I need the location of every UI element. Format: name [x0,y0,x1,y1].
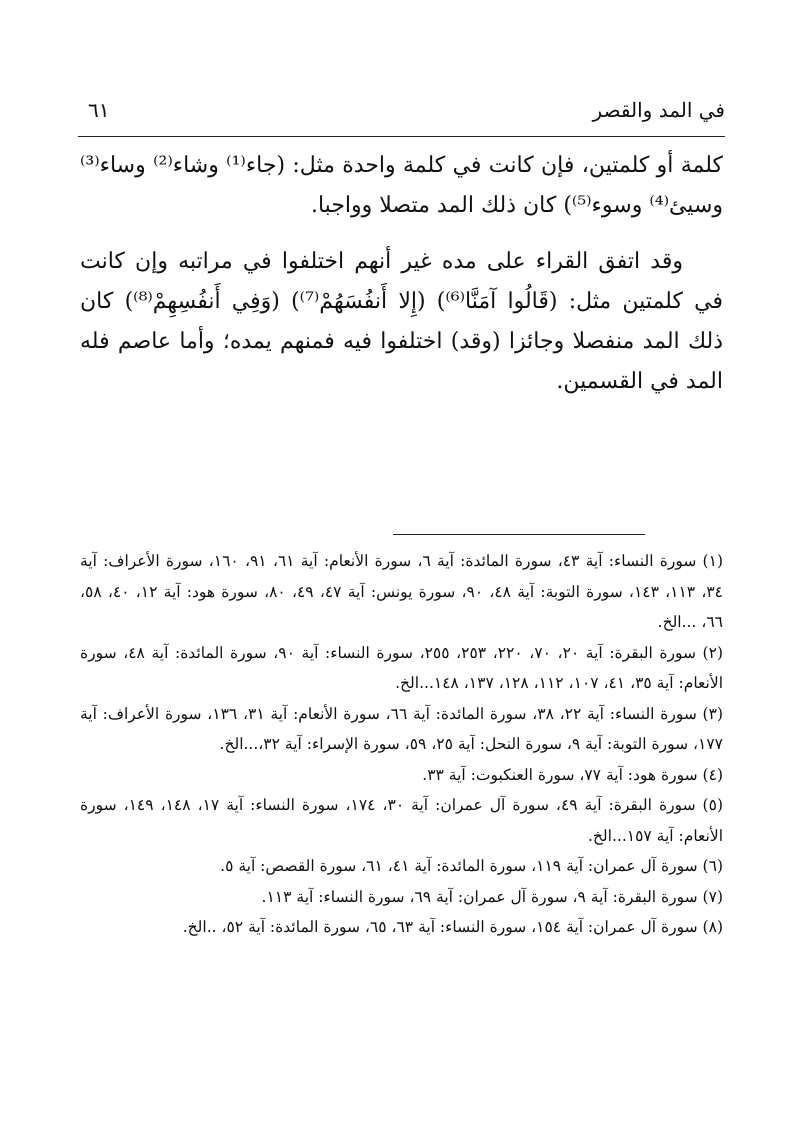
footnote-5: (٥) سورة البقرة: آية ٤٩، سورة آل عمران: آية ٣٠، ١٧٤، سورة النساء: آية ١٧، ١٤٨، ١٤٩، سورة الأنعام: آية ١٥٧...الخ. [80,796,723,845]
body-paragraph: كلمة أو كلمتين، فإن كانت في كلمة واحدة مثل: (جاء⁽¹⁾ وشاء⁽²⁾ وساء⁽³⁾ وسيئ⁽⁴⁾ وسوء⁽⁵⁾) كان ذلك المد متصلا وواجبا. [80,153,724,218]
header-rule [78,136,725,137]
running-title: في المد والقصر [592,98,725,122]
page-number: ٦١ [88,98,110,122]
footnotes [80,546,723,943]
footnote-3: (٣) سورة النساء: آية ٢٢، ٣٨، سورة المائدة: آية ٦٦، سورة الأنعام: آية ٣١، ١٣٦، سورة الأعراف: آية ١٧٧، سورة التوبة: آية ٩، سورة النحل: آية ٢٥، ٥٩، سورة الإسراء: آية ٣٢،...الخ. [80,704,723,753]
footnote-1: (١) سورة النساء: آية ٤٣، سورة المائدة: آية ٦، سورة الأنعام: آية ٦١، ٩١، ١٦٠، سورة الأعراف: آية ٣٤، ١١٣، ١٤٣، سورة التوبة: آية ٤٨، ٩٠، سورة يونس: آية ٤٧، ٤٩، ٨٠، سورة هود: آية ١٢، ٤٠، ٥٨، ٦٦، ...الخ. [80,552,723,631]
footnote-separator [393,534,645,535]
footnote-2: (٢) سورة البقرة: آية ٢٠، ٧٠، ٢٢٠، ٢٥٣، ٢٥٥، سورة النساء: آية ٩٠، سورة المائدة: آية ٤٨، سورة الأنعام: آية ٣٥، ٤١، ١٠٧، ١١٢، ١٢٨، ١٣٧، ١٤٨...الخ. [80,643,723,692]
page-header [78,92,725,132]
main-text [80,146,723,402]
body-paragraph: وقد اتفق القراء على مده غير أنهم اختلفوا في مراتبه وإن كانت في كلمتين مثل: (قَالُوا آمَنَّا⁽⁶⁾) (إِلا أَنفُسَهُمْ⁽⁷⁾) (وَفِي أَنفُسِهِمْ⁽⁸⁾) كان ذلك المد منفصلا وجائزا (وقد) اختلفوا فيه فمنهم يمده؛ وأما عاصم فله المد في القسمين. [80,249,724,394]
footnote-4: (٤) سورة هود: آية ٧٧، سورة العنكبوت: آية ٣٣. [422,765,723,784]
footnote-6: (٦) سورة آل عمران: آية ١١٩، سورة المائدة: آية ٤١، ٦١، سورة القصص: آية ٥. [220,857,723,875]
footnote-8: (٨) سورة آل عمران: آية ١٥٤، سورة النساء: آية ٦٣، ٦٥، سورة المائدة: آية ٥٢، ..الخ. [182,918,723,936]
footnote-7: (٧) سورة البقرة: آية ٩، سورة آل عمران: آية ٦٩، سورة النساء: آية ١١٣. [261,887,723,906]
